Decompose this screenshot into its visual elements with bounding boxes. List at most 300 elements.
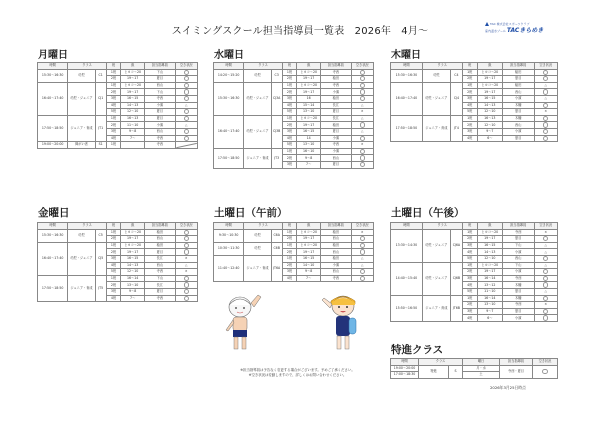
col-time: 時間 [38, 223, 68, 230]
level: 9～7 [477, 308, 502, 315]
full-cross-icon: × [544, 229, 548, 234]
availability-cell [534, 115, 557, 122]
instructor: 寺西 [321, 82, 351, 89]
instructor: 夏目 [321, 109, 351, 116]
instructor: 小濱 [145, 122, 175, 129]
group: 3班 [106, 128, 120, 135]
available-circle-icon [360, 70, 365, 75]
instructor: 長江 [321, 115, 351, 122]
instructor: 寺西 [145, 135, 175, 142]
class-code: C3 [271, 69, 282, 82]
available-circle-icon [360, 96, 365, 101]
availability-cell [175, 295, 197, 302]
col-instructor: 担当指導員 [145, 63, 175, 70]
availability-cell [534, 308, 557, 315]
col-instructor: 担当指導員 [502, 63, 534, 70]
instructor: 寺西 [145, 95, 175, 102]
availability-cell [175, 282, 197, 289]
available-circle-icon [543, 122, 548, 127]
class-name: 幼児・ジュニア [422, 82, 450, 115]
level: 16～15 [297, 128, 321, 135]
class-time: 16:40～17:40 [214, 115, 244, 148]
availability-cell [534, 275, 557, 282]
group: 1班 [462, 115, 477, 122]
full-cross-icon: × [544, 109, 548, 114]
level: 19～17 [297, 89, 321, 96]
level: 19～17 [477, 89, 502, 96]
available-circle-icon [184, 136, 189, 141]
col-class: クラス [244, 223, 282, 230]
available-circle-icon [360, 269, 365, 274]
company-logo [485, 22, 565, 38]
heading-wednesday: 水曜日 [214, 50, 244, 61]
group: 2班 [282, 262, 296, 269]
class-name: ジュニア・育成 [422, 115, 450, 141]
instructor: 寺西 [502, 229, 534, 236]
table-row [38, 69, 198, 76]
available-circle-icon [360, 236, 365, 241]
level: 9～8 [121, 128, 145, 135]
col-availability: 空き状況 [533, 359, 558, 366]
level: 13～12 [477, 282, 502, 289]
instructor: 寺西 [145, 142, 175, 149]
instructor: 夏目 [145, 249, 175, 256]
level: ヒヨコ～20 [477, 82, 502, 89]
page-title: スイミングスクール担当指導員一覧表 2026年 4月～ [171, 26, 429, 37]
group: 2班 [106, 89, 120, 96]
availability-cell [175, 262, 197, 269]
availability-cell [534, 229, 557, 236]
availability-cell [534, 95, 557, 102]
instructor: 西山 [502, 122, 534, 129]
group: 3班 [282, 128, 296, 135]
available-circle-icon [543, 309, 548, 314]
group: 4班 [462, 249, 477, 256]
instructor: 稲田 [321, 76, 351, 83]
level: 16～10 [297, 148, 321, 155]
level: 11～10 [477, 288, 502, 295]
group: 5班 [462, 255, 477, 262]
availability-cell [351, 275, 373, 282]
instructor: 稲田 [321, 255, 351, 262]
available-circle-icon [360, 89, 365, 94]
schedule-table-thursday [390, 62, 558, 142]
available-circle-icon [542, 369, 547, 374]
instructor: 小濱 [321, 148, 351, 155]
group: 2班 [282, 122, 296, 129]
group: 1班 [462, 69, 477, 76]
level: 16～15 [477, 242, 502, 249]
heading-saturday-am: 土曜日（午前） [214, 207, 288, 219]
table-header-row [214, 223, 374, 230]
availability-cell [175, 242, 197, 249]
available-circle-icon [360, 76, 365, 81]
availability-cell [351, 115, 373, 122]
level: 19～17 [121, 249, 145, 256]
as-of-date: 2026年3月25日時点 [490, 385, 526, 390]
instructor: 長江 [321, 102, 351, 109]
level: 6～ [477, 315, 502, 322]
availability-cell [534, 76, 557, 83]
group: 2班 [106, 282, 120, 289]
class-time: 16:40～17:40 [38, 82, 68, 115]
instructor: 下山 [145, 89, 175, 96]
instructor: 稲田 [321, 95, 351, 102]
instructor: 小濱 [502, 95, 534, 102]
level: 16～15 [121, 95, 145, 102]
availability-cell [534, 262, 557, 269]
level [121, 142, 145, 149]
instructor: 西山 [321, 236, 351, 243]
availability-cell [351, 135, 373, 142]
class-code: CJ5 [95, 242, 106, 275]
logo-triangle-icon [485, 22, 489, 26]
availability-cell [351, 155, 373, 162]
availability-cell [175, 236, 197, 243]
level: 7～ [121, 295, 145, 302]
table-row [214, 242, 374, 249]
instructor: 木幡 [502, 115, 534, 122]
special-day-2: 土 [463, 372, 500, 379]
instructor: 西山 [145, 262, 175, 269]
class-code: C5 [95, 229, 106, 242]
level: 15～14 [297, 102, 321, 109]
availability-cell [534, 122, 557, 129]
level: 7～ [297, 161, 321, 168]
class-code: JT3 [271, 148, 282, 168]
schedule-table-saturday-pm [390, 222, 558, 322]
class-time: 14:20～15:20 [214, 69, 244, 82]
availability-cell [534, 295, 557, 302]
instructor: 寺西 [321, 142, 351, 149]
logo-brand: TACきらめき [506, 27, 544, 34]
group: 3班 [462, 275, 477, 282]
few-left-triangle-icon: △ [544, 83, 547, 88]
availability-cell [351, 255, 373, 262]
level: 19～17 [297, 122, 321, 129]
instructor: 長江 [145, 255, 175, 262]
class-name: 幼児・ジュニア [244, 82, 271, 115]
col-availability: 空き状況 [175, 223, 197, 230]
level: 11～10 [121, 122, 145, 129]
col-time: 時間 [38, 63, 68, 70]
group: 4班 [106, 295, 120, 302]
group: 1班 [282, 82, 296, 89]
schedule-table-special [390, 358, 558, 379]
instructor: 寺西 [145, 295, 175, 302]
level: ヒヨコ～20 [297, 115, 321, 122]
instructor: 稲田 [502, 69, 534, 76]
col-level: 級 [121, 63, 145, 70]
level: ヒヨコ～20 [121, 242, 145, 249]
class-name: ジュニア・育成 [68, 275, 95, 301]
level: 14～13 [477, 249, 502, 256]
class-code: C6B [271, 242, 282, 255]
few-left-triangle-icon: △ [185, 102, 188, 107]
availability-cell [534, 249, 557, 256]
availability-cell [175, 269, 197, 276]
group: 3班 [282, 95, 296, 102]
not-applicable-slash-cell [175, 142, 197, 149]
special-code: S [449, 365, 463, 378]
group: 2班 [282, 249, 296, 256]
class-code: C1 [95, 69, 106, 82]
group: 1班 [106, 142, 120, 149]
instructor: 木幡 [502, 102, 534, 109]
few-left-triangle-icon: △ [185, 122, 188, 127]
available-circle-icon [184, 276, 189, 281]
class-name: 幼児・ジュニア [244, 115, 271, 148]
available-circle-icon [184, 243, 189, 248]
instructor: 稲田 [321, 242, 351, 249]
class-time: 15:30～16:30 [214, 82, 244, 115]
class-time: 17:50～18:50 [38, 275, 68, 301]
heading-thursday: 木曜日 [391, 50, 421, 61]
group: 4班 [282, 275, 296, 282]
logo-line1: TAC 株式会社スポーツクラブ [489, 22, 530, 26]
group: 1班 [462, 262, 477, 269]
col-group: 班 [462, 223, 477, 230]
table-row [391, 262, 558, 269]
availability-cell [534, 102, 557, 109]
group: 4班 [106, 135, 120, 142]
availability-cell [351, 249, 373, 256]
instructor: 西山 [502, 255, 534, 262]
available-circle-icon [360, 136, 365, 141]
class-time: 14:40～15:40 [391, 262, 423, 295]
girl-swimmer-illustration [318, 292, 368, 356]
class-code: JT1 [95, 115, 106, 141]
class-time: 17:50～18:50 [38, 115, 68, 141]
class-time: 16:40～17:40 [391, 82, 423, 115]
col-time: 時間 [391, 63, 423, 70]
available-circle-icon [184, 289, 189, 294]
group: 3班 [462, 308, 477, 315]
level: ヒヨコ～20 [477, 229, 502, 236]
few-left-triangle-icon: △ [544, 262, 547, 267]
available-circle-icon [184, 282, 189, 287]
table-row [214, 229, 374, 236]
group: 3班 [282, 161, 296, 168]
level: 12～10 [477, 122, 502, 129]
class-time: 11:40～12:40 [214, 255, 244, 281]
availability-cell [351, 242, 373, 249]
instructor: 小濱 [321, 262, 351, 269]
availability-cell [534, 288, 557, 295]
availability-cell [351, 236, 373, 243]
class-name: 幼児・ジュニア [68, 82, 95, 115]
instructor: 小濱 [321, 89, 351, 96]
instructor: 夏目 [502, 109, 534, 116]
heading-friday: 金曜日 [38, 207, 70, 219]
instructor: 小濱 [321, 135, 351, 142]
instructor: 夏目 [321, 128, 351, 135]
instructor: 夏目 [502, 288, 534, 295]
col-level: 級 [477, 63, 502, 70]
instructor: 長江 [145, 282, 175, 289]
level: 19～17 [297, 236, 321, 243]
table-row [391, 229, 558, 236]
level: 14～10 [297, 262, 321, 269]
level: 19～17 [121, 89, 145, 96]
group: 2班 [462, 122, 477, 129]
availability-cell [534, 135, 557, 142]
availability-cell [175, 82, 197, 89]
level: 12～10 [121, 269, 145, 276]
availability-cell [175, 288, 197, 295]
class-code: C4 [451, 69, 463, 82]
col-class: クラス [244, 63, 282, 70]
availability-cell [351, 148, 373, 155]
group: 3班 [106, 255, 120, 262]
availability-cell [351, 102, 373, 109]
col-time: 時間 [214, 223, 244, 230]
availability-cell [534, 269, 557, 276]
level: 13～10 [477, 302, 502, 309]
level: 19～17 [477, 76, 502, 83]
group: 2班 [462, 269, 477, 276]
group: 4班 [282, 135, 296, 142]
group: 4班 [462, 102, 477, 109]
group: 2班 [106, 236, 120, 243]
instructor: 西山 [321, 249, 351, 256]
class-name: 幼児 [244, 242, 271, 255]
availability-cell [534, 82, 557, 89]
instructor: 下山 [145, 275, 175, 282]
logo-line2: 室内温水プール [485, 29, 506, 33]
availability-cell [175, 229, 197, 236]
class-time: 17:50～18:50 [214, 148, 244, 168]
heading-monday: 月曜日 [38, 50, 68, 61]
col-group: 班 [106, 223, 120, 230]
class-name: 幼児・ジュニア [68, 242, 95, 275]
available-circle-icon [184, 249, 189, 254]
class-code: JT4 [451, 115, 463, 141]
level: 12～10 [477, 255, 502, 262]
col-instructor: 担当指導員 [500, 359, 533, 366]
table-header-row [214, 63, 374, 70]
instructor: 夏目 [502, 76, 534, 83]
class-code: CJ1 [95, 82, 106, 115]
col-level: 級 [477, 223, 502, 230]
instructor: 西山 [145, 128, 175, 135]
availability-cell [175, 69, 197, 76]
class-code: CJ4 [451, 82, 463, 115]
full-cross-icon: × [184, 269, 188, 274]
availability-cell [175, 95, 197, 102]
class-time: 15:30～16:30 [391, 69, 423, 82]
class-time: 17:50～18:50 [391, 115, 423, 141]
few-left-triangle-icon: △ [544, 96, 547, 101]
available-circle-icon [360, 276, 365, 281]
instructor: 夏目 [502, 236, 534, 243]
level: 9～7 [477, 128, 502, 135]
few-left-triangle-icon: △ [185, 262, 188, 267]
table-header-row [38, 223, 198, 230]
group: 4班 [462, 282, 477, 289]
group: 2班 [106, 249, 120, 256]
level: 16～15 [297, 255, 321, 262]
col-instructor: 担当指導員 [321, 223, 351, 230]
instructor: 稲田 [145, 242, 175, 249]
available-circle-icon [360, 249, 365, 254]
level: 7～ [121, 135, 145, 142]
availability-cell [351, 82, 373, 89]
class-name: 障がい者 [68, 142, 95, 149]
level: 16～14 [121, 275, 145, 282]
availability-cell [351, 76, 373, 83]
group: 1班 [282, 69, 296, 76]
availability-cell [351, 89, 373, 96]
col-availability: 空き状況 [351, 63, 373, 70]
availability-cell [534, 315, 557, 322]
available-circle-icon [543, 70, 548, 75]
special-day-1: 月・水 [463, 365, 500, 372]
group: 1班 [106, 82, 120, 89]
class-time: 13:30～14:30 [391, 229, 423, 262]
footnote-1: ※担当指導員は予告なく変更する場合がございます。予めご了承ください。 [240, 368, 355, 372]
level: 13～10 [297, 109, 321, 116]
group: 1班 [462, 295, 477, 302]
full-cross-icon: × [360, 109, 364, 114]
table-row [38, 142, 198, 149]
class-time: 15:50～16:50 [391, 295, 423, 321]
available-circle-icon [543, 89, 548, 94]
instructor: 稲田 [321, 229, 351, 236]
group: 1班 [282, 242, 296, 249]
group: 1班 [282, 115, 296, 122]
level: ヒヨコ～20 [477, 262, 502, 269]
col-class: クラス [422, 63, 462, 70]
col-availability: 空き状況 [534, 63, 557, 70]
level: 6～ [477, 135, 502, 142]
col-class: クラス [68, 63, 106, 70]
group: 5班 [106, 269, 120, 276]
full-cross-icon: × [360, 142, 364, 147]
level: ヒヨコ～20 [121, 229, 145, 236]
col-level: 級 [297, 63, 321, 70]
level: 9～8 [121, 288, 145, 295]
level: ヒヨコ～20 [121, 82, 145, 89]
available-circle-icon [543, 136, 548, 141]
group: 5班 [282, 109, 296, 116]
group: 1班 [106, 229, 120, 236]
class-code: JT5 [95, 275, 106, 301]
schedule-table-saturday-am [213, 222, 374, 282]
level: 16～13 [477, 115, 502, 122]
level: ヒヨコ～20 [297, 82, 321, 89]
group: 1班 [462, 229, 477, 236]
col-instructor: 担当指導員 [321, 63, 351, 70]
boy-swimmer-illustration [218, 293, 268, 355]
special-class: 特進 [419, 365, 449, 378]
level: ヒヨコ～20 [121, 69, 145, 76]
available-circle-icon [543, 129, 548, 134]
table-row [38, 229, 198, 236]
col-time: 時間 [214, 63, 244, 70]
available-circle-icon [184, 296, 189, 301]
col-day: 曜日 [463, 359, 500, 366]
level: 12～10 [477, 109, 502, 116]
availability-cell [175, 249, 197, 256]
schedule-table-friday [37, 222, 198, 302]
level: 19～17 [121, 236, 145, 243]
group: 2班 [282, 236, 296, 243]
availability-cell [534, 236, 557, 243]
class-name: ジュニア・育成 [244, 255, 271, 281]
availability-cell [534, 109, 557, 116]
group: 1班 [106, 115, 120, 122]
